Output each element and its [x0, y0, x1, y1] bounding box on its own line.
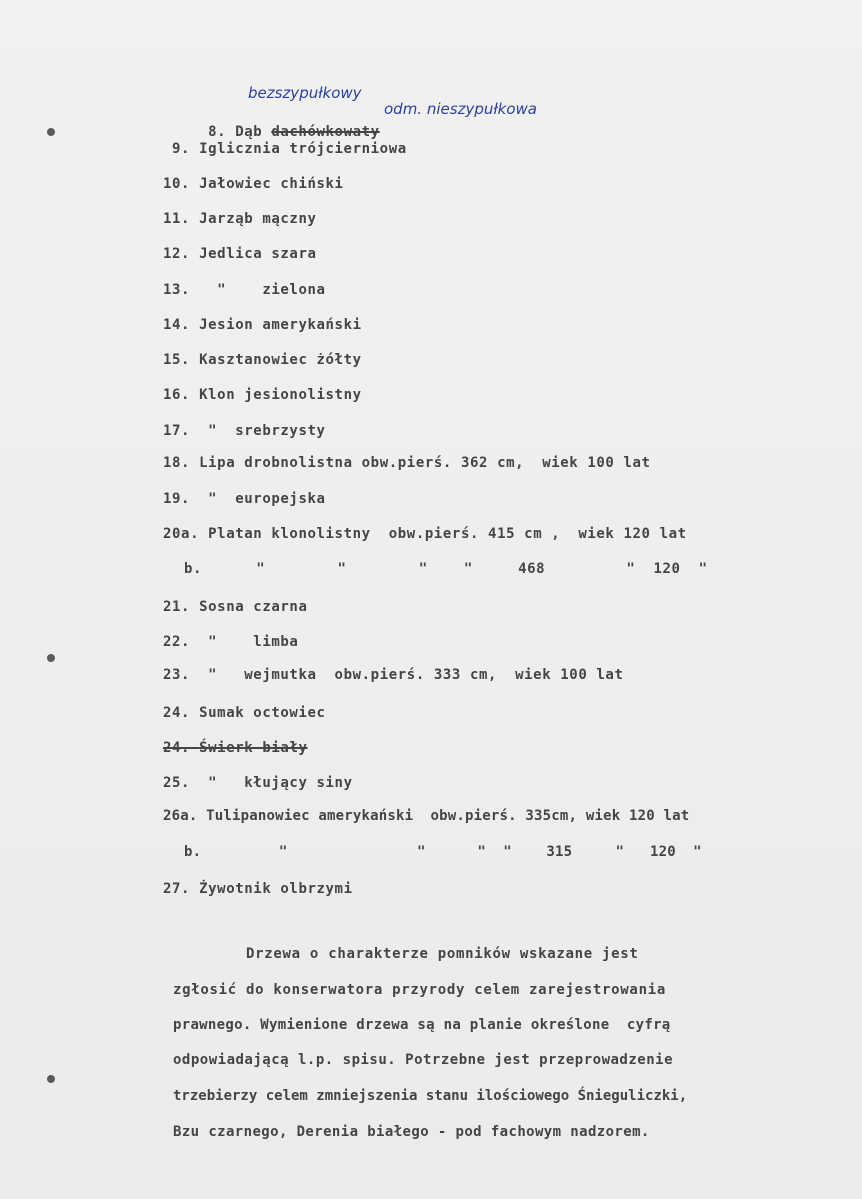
punch-hole [47, 1075, 55, 1083]
list-item [163, 317, 362, 333]
item-number: 18. [163, 455, 191, 471]
list-item [163, 491, 326, 507]
item-number: 24. [163, 740, 191, 756]
struck-list-item [163, 740, 307, 756]
list-item [184, 561, 708, 577]
item-number: 15. [163, 352, 191, 368]
list-item [163, 211, 317, 227]
list-item [163, 282, 326, 298]
item-text: Jedlica szara [199, 246, 317, 262]
item-text: Jałowiec chiński [199, 176, 344, 192]
item-text: Platan klonolistny obw.pierś. 415 cm , wiek 120 lat [208, 526, 687, 542]
list-item [163, 423, 326, 439]
item-text: Tulipanowiec amerykański obw.pierś. 335cm, wiek 120 lat [206, 808, 690, 824]
list-item [163, 634, 298, 650]
list-item [163, 387, 362, 403]
item-number: 26a. [163, 808, 198, 824]
item-number: 22. [163, 634, 191, 650]
list-item [163, 808, 689, 824]
item-number: 19. [163, 491, 191, 507]
item-text: " srebrzysty [199, 423, 326, 439]
item-text: Żywotnik olbrzymi [199, 881, 353, 897]
item-text: Sosna czarna [199, 599, 308, 615]
item-number: 23. [163, 667, 191, 683]
list-item [163, 352, 362, 368]
item-number: 27. [163, 881, 191, 897]
list-item [163, 775, 353, 791]
item-text: Kasztanowiec żółty [199, 352, 362, 368]
paragraph-line: Drzewa o charakterze pomników wskazane jest [173, 946, 639, 962]
item-text: " " " " 468 " 120 " [211, 561, 708, 577]
item-number: 11. [163, 211, 191, 227]
paragraph-line: odpowiadającą l.p. spisu. Potrzebne jest przeprowadzenie [173, 1052, 674, 1068]
list-item [163, 599, 307, 615]
item-number: 17. [163, 423, 191, 439]
punch-hole [47, 128, 55, 136]
item-text: " europejska [199, 491, 326, 507]
item-number: 8. [208, 124, 227, 140]
item-number: 9. [172, 141, 191, 157]
item-number: 24. [163, 705, 191, 721]
list-item [163, 667, 623, 683]
handwritten-correction: bezszypułkowy [248, 84, 362, 102]
item-text: Jarząb mączny [199, 211, 317, 227]
item-text: Lipa drobnolistna obw.pierś. 362 cm, wiek 100 lat [199, 455, 651, 471]
item-number: 21. [163, 599, 191, 615]
list-item [184, 844, 702, 860]
struck-text: dachówkowaty [271, 124, 380, 140]
item-number: 14. [163, 317, 191, 333]
item-number: 12. [163, 246, 191, 262]
handwritten-note: odm. nieszypułkowa [384, 100, 537, 118]
item-number: b. [184, 561, 203, 577]
item-text: Klon jesionolistny [199, 387, 362, 403]
item-text: " wejmutka obw.pierś. 333 cm, wiek 100 lat [199, 667, 624, 683]
item-text: Iglicznia trójcierniowa [199, 141, 407, 157]
list-item [163, 705, 326, 721]
list-item [172, 141, 407, 157]
item-text: " limba [199, 634, 299, 650]
item-number: 16. [163, 387, 191, 403]
punch-hole [47, 654, 55, 662]
list-item [163, 455, 651, 471]
list-item [163, 881, 353, 897]
item-text: " " " " 315 " 120 " [209, 844, 702, 860]
paragraph-line: trzebierzy celem zmniejszenia stanu ilościowego Śnieguliczki, [173, 1088, 688, 1104]
item-number: 20a. [163, 526, 200, 542]
paragraph-line: Bzu czarnego, Derenia białego - pod fachowym nadzorem. [173, 1124, 650, 1140]
item-text: Jesion amerykański [199, 317, 362, 333]
item-text: " zielona [199, 282, 326, 298]
item-number: 25. [163, 775, 191, 791]
item-text: Sumak octowiec [199, 705, 326, 721]
list-item [163, 246, 317, 262]
paragraph-line: zgłosić do konserwatora przyrody celem zarejestrowania [173, 982, 666, 998]
item-number: 13. [163, 282, 191, 298]
paragraph-line: prawnego. Wymienione drzewa są na planie określone cyfrą [173, 1017, 671, 1033]
item-text: Dąb [235, 124, 263, 140]
list-item [163, 176, 344, 192]
list-item [163, 526, 687, 542]
item-text: Świerk biały [199, 740, 308, 756]
item-text: " kłujący siny [199, 775, 353, 791]
item-number: 10. [163, 176, 191, 192]
item-number: b. [184, 844, 202, 860]
